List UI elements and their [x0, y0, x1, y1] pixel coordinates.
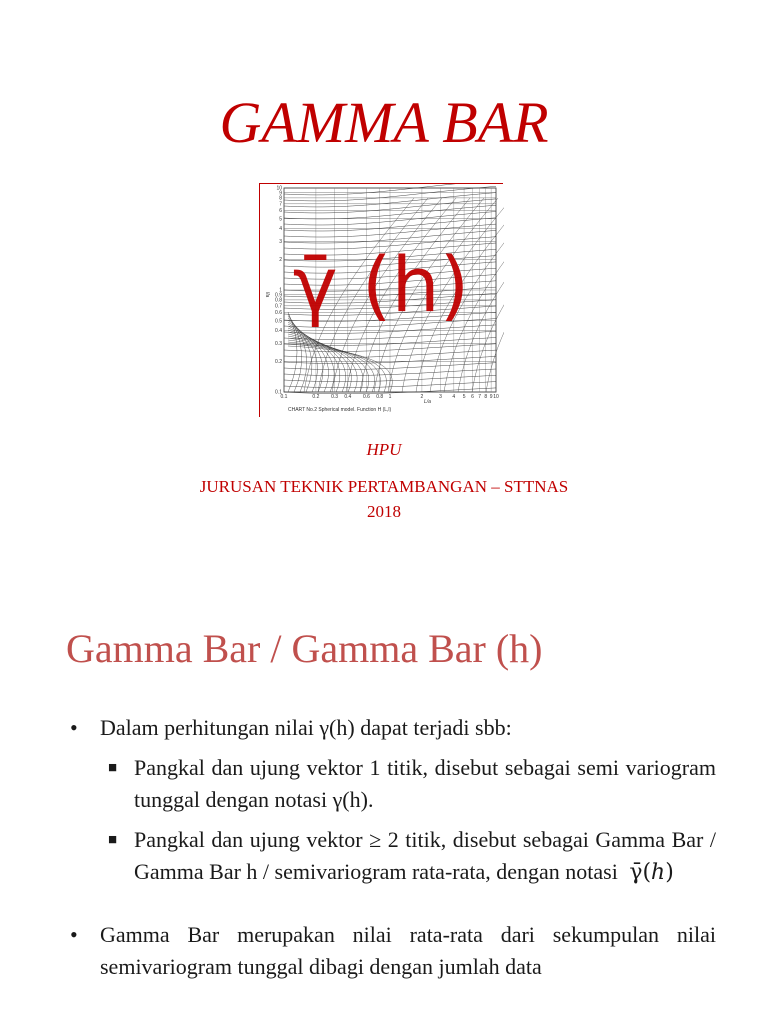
chart-y-tick: 0.2 [275, 358, 282, 365]
chart-x-tick: 0.1 [280, 394, 288, 400]
chart-y-tick: 0.7 [275, 303, 282, 310]
chart-y-tick: 10 [276, 185, 282, 192]
gamma-bar-symbol: γ̄ (h) [292, 240, 470, 329]
chart-x-tick: 7 [478, 394, 481, 400]
chart-x-tick: 10 [493, 394, 499, 400]
chart-x-tick: 1 [388, 394, 392, 400]
chart-x-tick: 8 [484, 394, 488, 400]
chart-x-tick: 0.3 [331, 394, 339, 400]
chart-y-tick: 0.6 [275, 310, 282, 317]
chart-x-tick: 3 [439, 394, 442, 400]
bullet-text: Gamma Bar merupakan nilai rata-rata dari sekumpulan nilai semivariogram tunggal dibagi dengan jumlah data [100, 922, 716, 979]
chart-y-tick: 0.1 [275, 389, 282, 396]
bullet-text: Dalam perhitungan nilai γ(h) dapat terjadi sbb: [100, 715, 512, 740]
chart-y-tick: 1 [279, 287, 282, 294]
chart-y-tick: 2 [279, 256, 282, 263]
slide-heading: Gamma Bar / Gamma Bar (h) [66, 626, 543, 671]
chart-x-tick: 6 [471, 394, 474, 400]
chart-x-tick: 4 [452, 394, 456, 400]
chart-x-tick: 5 [462, 394, 466, 400]
chart-y-tick: 0.4 [275, 328, 282, 335]
chart-x-tick: 0.2 [312, 394, 320, 400]
author: HPU [366, 440, 402, 459]
bullet-dot-icon: • [70, 715, 78, 740]
chart-x-tick: 0.4 [344, 394, 352, 400]
bullet-list [70, 712, 716, 983]
bullet-item [70, 919, 716, 983]
chart-y-tick: 6 [279, 208, 282, 215]
square-bullet-icon: ■ [108, 832, 118, 848]
chart-xlabel: L/a [424, 399, 431, 405]
chart-y-tick: 5 [279, 216, 282, 223]
chart-x-tick: 9 [489, 394, 493, 400]
chart-y-tick: 0.3 [275, 340, 282, 347]
sub-bullet-item [70, 824, 716, 889]
chart-y-tick: 0.9 [275, 292, 282, 299]
sub-bullet-text: Pangkal dan ujung vektor 1 titik, disebut sebagai semi variogram tunggal dengan notasi γ(h). [134, 755, 716, 812]
chart-ylabel: l/a [264, 292, 270, 298]
chart-x-tick: 0.6 [363, 394, 370, 400]
chart-y-tick: 0.8 [275, 297, 282, 304]
bullet-item [70, 712, 716, 744]
bullet-dot-icon: • [70, 922, 78, 947]
square-bullet-icon: ■ [108, 760, 118, 776]
slide-title: GAMMA BAR [219, 90, 549, 155]
institution-block [0, 474, 768, 524]
sub-bullet-item [70, 752, 716, 816]
gamma-bar-notation: γ̄(ℎ) [629, 860, 674, 885]
year: 2018 [367, 502, 401, 521]
chart-y-tick: 0.5 [275, 318, 282, 325]
chart-y-tick: 3 [279, 238, 282, 245]
content-slide [0, 584, 768, 1024]
chart-x-tick: 0.8 [376, 394, 384, 400]
slide-divider [0, 576, 768, 584]
chart-y-tick: 9 [279, 190, 282, 197]
chart-y-tick: 8 [279, 195, 282, 202]
chart-caption: CHART No.2 Spherical model. Function H (L,l) [288, 407, 392, 413]
chart-y-tick: 7 [279, 201, 282, 208]
chart-y-tick: 4 [279, 226, 282, 233]
institution: JURUSAN TEKNIK PERTAMBANGAN – STTNAS [199, 477, 569, 496]
sub-bullet-text: Pangkal dan ujung vektor ≥ 2 titik, disebut sebagai Gamma Bar / Gamma Bar h / semivariogram rata-rata, dengan notasi [134, 827, 716, 884]
chart-x-tick: 2 [420, 394, 424, 400]
